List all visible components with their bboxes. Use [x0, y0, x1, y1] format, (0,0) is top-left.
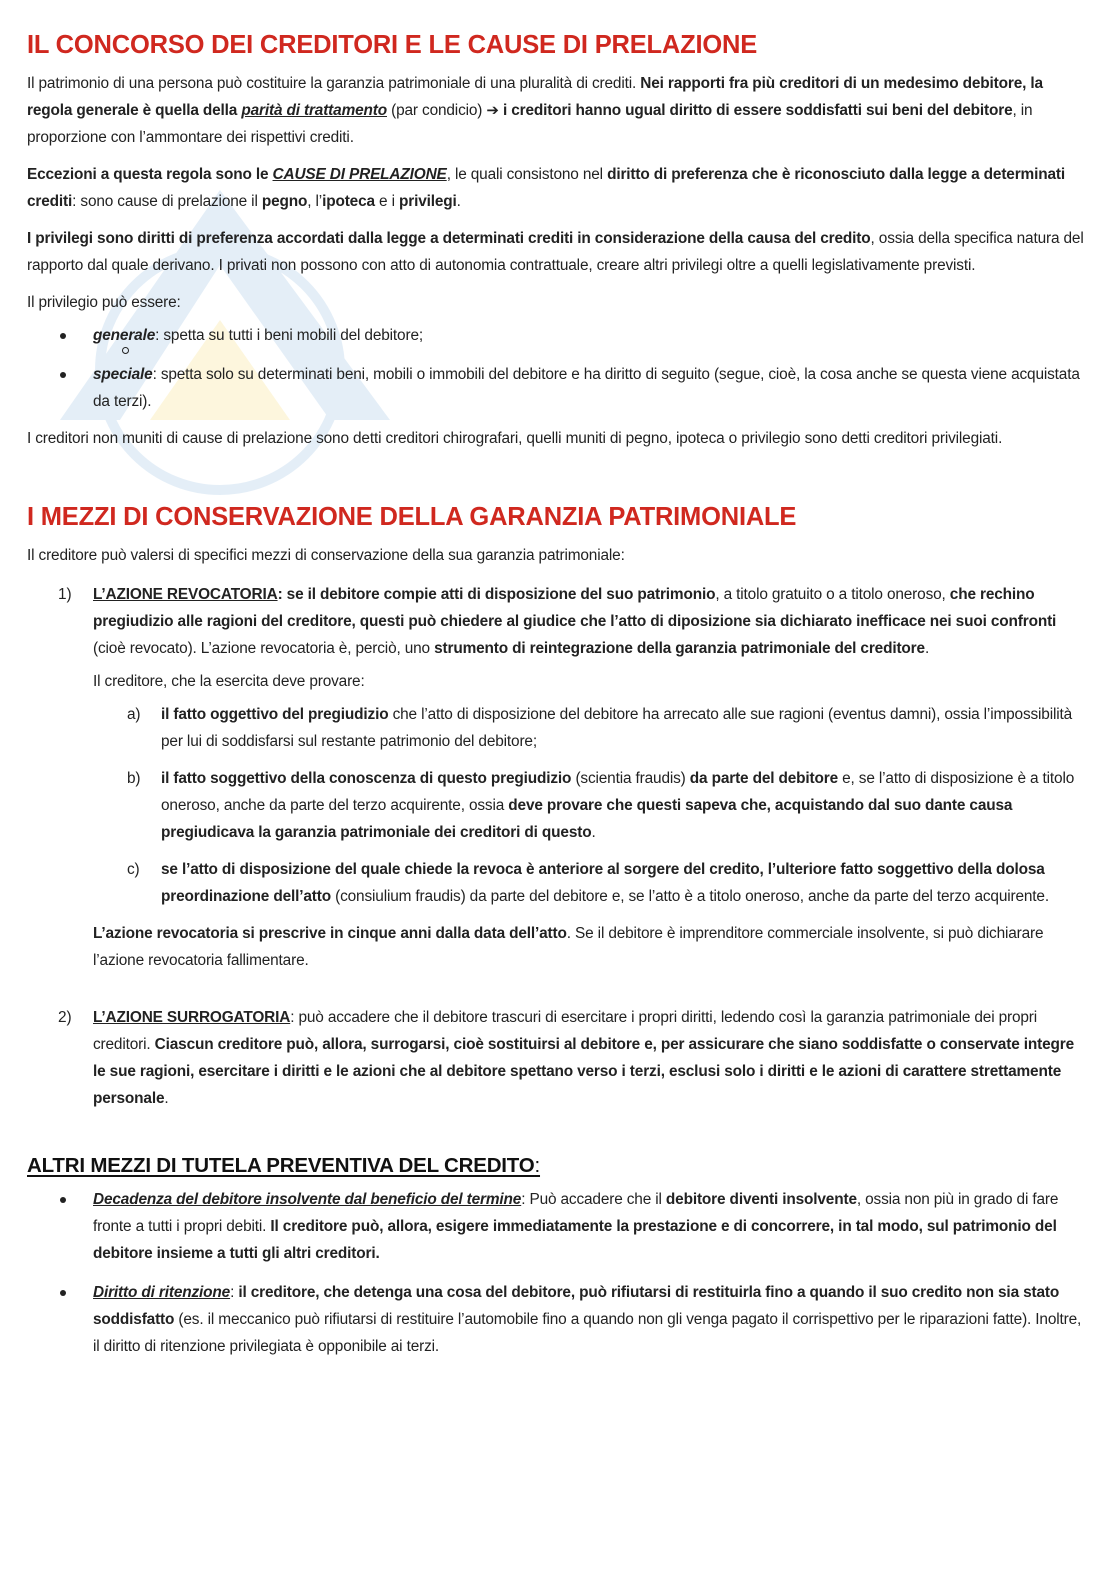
sub-bullet-icon [122, 347, 129, 354]
paragraph-chirografari: I creditori non muniti di cause di prelazione sono detti creditori chirografari, quelli muniti di pegno, ipoteca o privilegio sono detti creditori privilegiati. [27, 430, 1003, 447]
bullet-icon [60, 1290, 66, 1296]
arrow-icon: ➔ [486, 102, 499, 119]
section-title-concorso: IL CONCORSO DEI CREDITORI E LE CAUSE DI PRELAZIONE [27, 31, 758, 59]
list-item: b) il fatto soggettivo della conoscenza di questo pregiudizio (scientia fraudis) da parte del debitore e, se l’atto di disposizione è a titolo oneroso, anche da parte del terzo acquirente, ossia deve provare che questi sapeva che, acquistando dal suo dante causa pregiudicava la garanzia patrimoniale dei creditori di questo. [127, 770, 1075, 841]
list-item-surrogatoria: 2) L’AZIONE SURROGATORIA: può accadere che il debitore trascuri di esercitare i propri diritti, ledendo così la garanzia patrimoniale dei propri creditori. Ciascun creditore può, allora, surrogarsi, cioè sostituirsi al debitore e, per assicurare che siano soddisfatte o conservate integre le sue ragioni, esercitare i diritti e le azioni che al debitore spettano verso i terzi, esclusi solo i diritti e le azioni di carattere strettamente personale. [58, 1009, 1074, 1107]
section-title-altri-mezzi: ALTRI MEZZI DI TUTELA PREVENTIVA DEL CREDITO: [27, 1154, 541, 1177]
list-item: speciale: spetta solo su determinati beni, mobili o immobili del debitore e ha diritto di seguito (segue, cioè, la cosa anche se questa viene acquistata da terzi). [27, 361, 1085, 415]
tutela-list [27, 1186, 1085, 1360]
privilegio-types-list [27, 322, 1085, 415]
bullet-icon [60, 1197, 66, 1203]
paragraph-patrimonio: Il patrimonio di una persona può costituire la garanzia patrimoniale di una pluralità di crediti. Nei rapporti fra più creditori di un medesimo debitore, la regola generale è quella della parità di trattamento (par condicio) ➔ i creditori hanno ugual diritto di essere soddisfatti sui beni del debitore, in proporzione con l’ammontare dei rispettivi crediti. [27, 75, 1043, 146]
bullet-icon [60, 333, 66, 339]
list-item: generale: spetta su tutti i beni mobili del debitore; [27, 322, 1085, 349]
section-title-mezzi-conservazione: I MEZZI DI CONSERVAZIONE DELLA GARANZIA PATRIMONIALE [27, 503, 797, 531]
list-item: Diritto di ritenzione: il creditore, che detenga una cosa del debitore, può rifiutarsi di restituirla fino a quando il suo credito non sia stato soddisfatto (es. il meccanico può rifiutarsi di restituire l’automobile fino a quando non gli venga pagato il corrispettivo per le riparazioni fatte). Inoltre, il diritto di ritenzione privilegiata è opponibile ai terzi. [27, 1279, 1085, 1360]
list-item: c) se l’atto di disposizione del quale chiede la revoca è anteriore al sorgere del credito, l’ulteriore fatto soggettivo della dolosa preordinazione dell’atto (consiulium fraudis) da parte del debitore e, se l’atto è a titolo oneroso, anche da parte del terzo acquirente. [127, 861, 1049, 905]
paragraph-mezzi-intro: Il creditore può valersi di specifici mezzi di conservazione della sua garanzia patrimoniale: [27, 547, 625, 564]
proof-list [93, 701, 1085, 910]
paragraph-privilegio-intro: Il privilegio può essere: [27, 294, 181, 311]
paragraph-privilegi: I privilegi sono diritti di preferenza accordati dalla legge a determinati crediti in considerazione della causa del credito, ossia della specifica natura del rapporto dal quale derivano. I privati non possono con atto di autonomia contrattuale, creare altri privilegi oltre a quelli legislativamente previsti. [27, 230, 1084, 274]
mezzi-list [27, 581, 1085, 1112]
list-item: Decadenza del debitore insolvente dal beneficio del termine: Può accadere che il debitore diventi insolvente, ossia non più in grado di fare fronte a tutti i propri debiti. Il creditore può, allora, esigere immediatamente la prestazione e di concorrere, in tal modo, sul patrimonio del debitore insieme a tutti gli altri creditori. [27, 1186, 1085, 1267]
paragraph-eccezioni: Eccezioni a questa regola sono le CAUSE DI PRELAZIONE, le quali consistono nel diritto di preferenza che è riconosciuto dalla legge a determinati crediti: sono cause di prelazione il pegno, l’ipoteca e i privilegi. [27, 166, 1065, 210]
list-item-revocatoria: 1) L’AZIONE REVOCATORIA: se il debitore compie atti di disposizione del suo patrimonio, a titolo gratuito o a titolo oneroso, che rechino pregiudizio alle ragioni del creditore, questi può chiedere al giudice che l’atto di diposizione sia dichiarato inefficace nei suoi confronti (cioè revocato). L’azione revocatoria è, perciò, uno strumento di reintegrazione della garanzia patrimoniale del creditore. Il creditore, che la esercita deve provare: a) il fatto oggettivo del pregiudizio che l’atto di disposizione del debitore ha arrecato alle sue ragioni (eventus damni), ossia l’impossibilità per lui di soddisfarsi sul restante patrimonio del debitore; b) il fatto soggettivo della conoscenza di questo pregiudizio (scientia fraudis) da parte del debitore e, se l’atto di disposizione è a titolo oneroso, anche da parte del terzo acquirente, ossia deve provare che questi sapeva che, acquistando dal suo dante causa pregiudicava la garanzia patrimoniale dei creditori di questo. c) se l’atto di disposizione del quale chiede la revoca è anteriore al sorgere del credito, l’ulteriore fatto soggettivo della dolosa preordinazione dell’atto (consiulium fraudis) da parte del debitore e, se l’atto è a titolo oneroso, anche da parte del terzo acquirente. L’azione revocatoria si prescrive in cinque anni dalla data dell’atto. Se il debitore è imprenditore commerciale insolvente, si può dichiarare l’azione revocatoria fallimentare. [27, 581, 1085, 974]
bullet-icon [60, 372, 66, 378]
list-item: a) il fatto oggettivo del pregiudizio che l’atto di disposizione del debitore ha arrecato alle sue ragioni (eventus damni), ossia l’impossibilità per lui di soddisfarsi sul restante patrimonio del debitore; [127, 706, 1073, 750]
